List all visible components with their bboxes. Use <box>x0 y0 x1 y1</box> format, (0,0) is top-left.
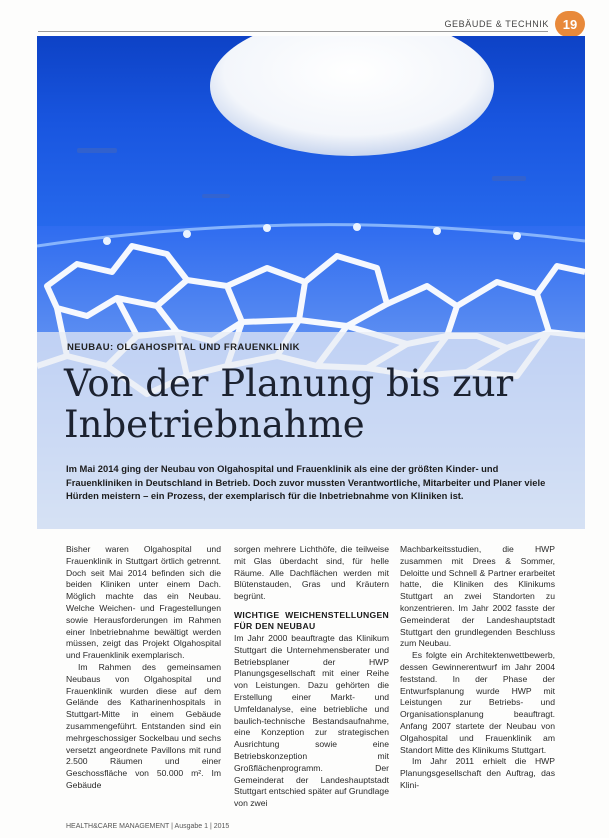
title-line-1: Von der Planung bis zur <box>64 362 514 405</box>
title-line-2: Inbetriebnahme <box>64 403 365 446</box>
article-title <box>64 363 564 445</box>
article-kicker: NEUBAU: OLGAHOSPITAL UND FRAUENKLINIK <box>67 342 300 353</box>
paragraph: sorgen mehrere Lichthöfe, die teilweise mit Glas überdacht sind, für helle Räume. Alle Dachflächen werden mit Blütenstauden, Gras und Kräutern begrünt. <box>234 544 389 602</box>
paragraph: Bisher waren Olgahospital und Frauenklinik in Stuttgart örtlich getrennt. Doch seit Mai 2014 befinden sich die beiden Kliniken unter einem Dach. Möglich machte das ein Neubau. Welche Weichen- und Fragestellungen sowie Herausforderungen im Rahmen einer Inbetriebnahme bewältigt werden müssen, zeigt das Projekt Olgahospital und Frauenklinik exemplarisch. <box>66 544 221 661</box>
paragraph: Im Jahr 2011 erhielt die HWP Planungsgesellschaft den Auftrag, das Klini- <box>400 756 555 790</box>
page-footer: HEALTH&CARE MANAGEMENT | Ausgabe 1 | 2015 <box>66 823 230 830</box>
header-rule <box>38 31 548 32</box>
article-lead: Im Mai 2014 ging der Neubau von Olgahospital und Frauenklinik als eine der größten Kinder- und Frauenkliniken in Deutschland in Betrieb. Doch zuvor mussten Verantwortliche, Mitarbeiter und Planer viele Hürden meistern – ein Prozess, der exemplarisch für die Inbetriebnahme von Kliniken ist. <box>66 463 546 501</box>
paragraph: Machbarkeitsstudien, die HWP zusammen mit Drees & Sommer, Deloitte und Schnell & Partner erarbeitet hatte, die Kliniken des Klinikums Stuttgart an zwei Standorten zu konzentrieren. Im Jahr 2002 fasste der Gemeinderat der Landeshauptstadt Stuttgart den grundlegenden Beschluss zum Neubau. <box>400 544 555 649</box>
section-label: GEBÄUDE & TECHNIK <box>444 19 549 29</box>
text-column-3 <box>400 544 555 792</box>
text-column-2 <box>234 544 389 810</box>
page-number-badge: 19 <box>555 11 585 37</box>
text-column-1 <box>66 544 221 792</box>
ceiling-lamp-icon <box>210 36 494 156</box>
hero-photo <box>37 36 585 529</box>
paragraph: Im Jahr 2000 beauftragte das Klinikum Stuttgart die Unternehmensberater und Betriebsplaner der HWP Planungsgesellschaft mit einer Reihe von Leistungen. Dazu gehörten die Erstellung einer Markt- und Umfeldanalyse, eine betriebliche und baulich-technische Bestandsaufnahme, eine Konzeption zur strategischen Ausrichtung sowie eine Betriebskonzeption mit Großflächenprogramm. Der Gemeinderat der Landeshauptstadt Stuttgart entschied später auf Grundlage von zwei <box>234 632 389 809</box>
paragraph: Im Rahmen des gemeinsamen Neubaus von Olgahospital und Frauenklinik wurden diese auf dem Gelände des Katharinenhospitals in Stuttgart-Mitte in einem Gebäude zusammengeführt. Entstanden sind ein mehrgeschossiger Sockelbau und sechs versetzt angeordnete Pavillons mit rund 2.500 Räumen und einer Geschossfläche von 50.000 m². Im Gebäude <box>66 661 221 790</box>
paragraph: Es folgte ein Architektenwettbewerb, dessen Gewinnerentwurf im Jahr 2004 feststand. In der Phase der Entwurfsplanung wurde HWP mit Leistungen zur Betriebs- und Organisationsplanung beauftragt. Anfang 2007 startete der Neubau von Olgahospital und Frauenklinik am Standort Mitte des Klinikums Stuttgart. <box>400 650 555 755</box>
section-subheading: WICHTIGE WEICHENSTELLUNGEN FÜR DEN NEUBAU <box>234 609 389 631</box>
